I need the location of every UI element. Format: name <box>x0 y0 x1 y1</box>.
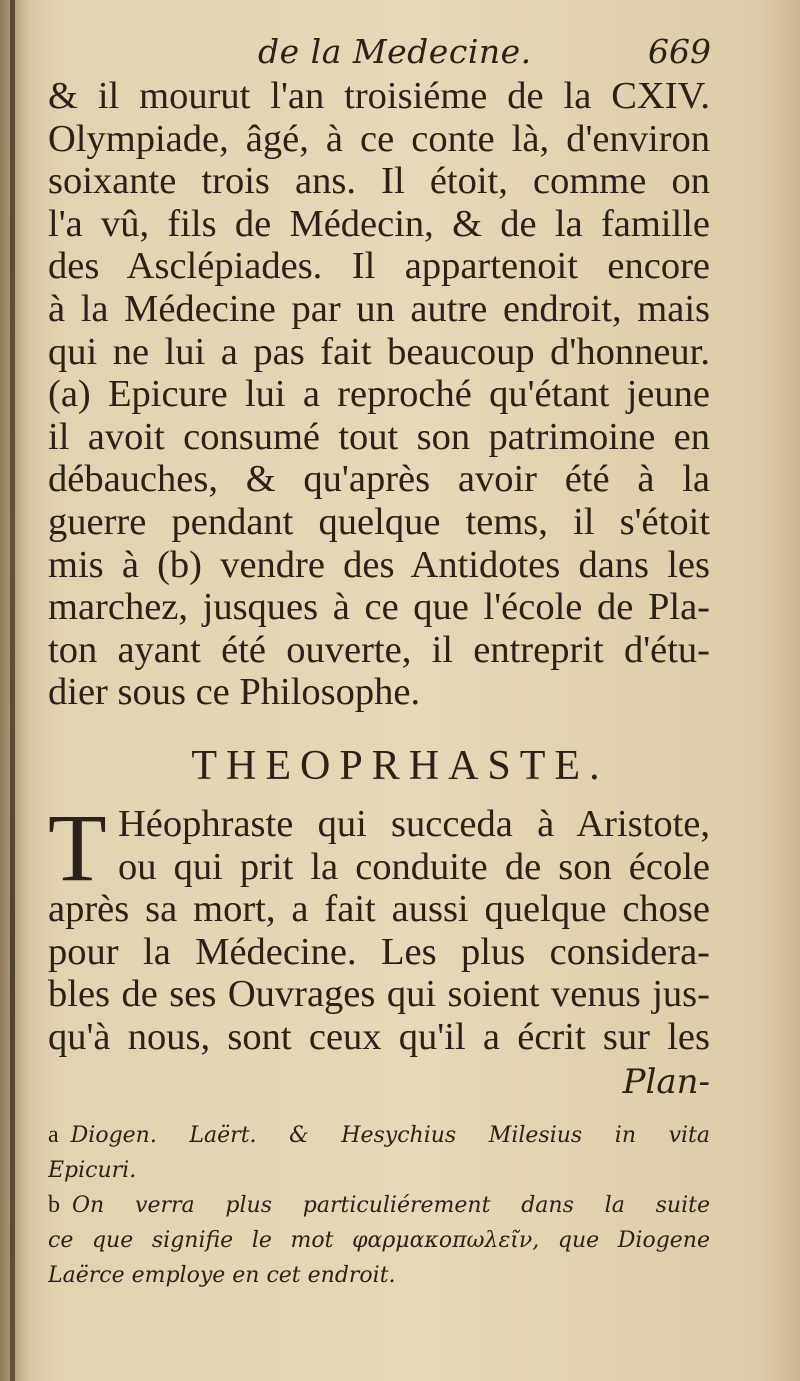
text-line: soixante trois ans. Il étoit, comme on <box>48 160 710 203</box>
footnote-b-continuation: ce que signifie le mot φαρμακοπωλεῖν, que Diogene <box>48 1228 710 1253</box>
text-line: il avoit consumé tout son patrimoine en <box>48 415 710 458</box>
footnote-text: On verra plus particuliérement dans la suite <box>72 1193 710 1218</box>
text-line: dier sous ce Philosophe. <box>48 671 421 714</box>
text-line: qu'à nous, sont ceux qu'il a écrit sur les <box>48 1015 710 1058</box>
catchword: Plan- <box>622 1061 710 1102</box>
text-line: marchez, jusques à ce que l'école de Pla- <box>48 586 710 629</box>
text-line: qui ne lui a pas fait beaucoup d'honneur. <box>48 330 710 373</box>
footnote-a <box>48 1118 710 1153</box>
text-line: mis à (b) vendre des Antidotes dans les <box>48 543 710 586</box>
text-line: après sa mort, a fait aussi quelque chose <box>48 888 710 931</box>
text-line: ou qui prit la conduite de son école <box>118 845 710 888</box>
text-line: pour la Médecine. Les plus considera- <box>48 930 710 973</box>
text-line: Olympiade, âgé, à ce conte là, d'environ <box>48 117 710 160</box>
text-line: (a) Epicure lui a reproché qu'étant jeune <box>48 373 710 416</box>
text-line: débauches, & qu'après avoir été à la <box>48 458 710 501</box>
footnote-b-continuation: Laërce employe en cet endroit. <box>48 1263 396 1288</box>
text-line: des Asclépiades. Il appartenoit encore <box>48 245 710 288</box>
text-line: & il mourut l'an troisiéme de la CXIV. <box>48 75 710 117</box>
footnote-marker: b <box>48 1192 60 1218</box>
footnote-b <box>48 1188 710 1223</box>
text-line: ton ayant été ouverte, il entreprit d'étu- <box>48 628 710 671</box>
running-head-title: de la Medecine. <box>258 32 532 71</box>
page-number: 669 <box>648 32 711 71</box>
footnote-a-continuation: Epicuri. <box>48 1158 137 1183</box>
footnotes <box>48 1118 710 1293</box>
text-line: Héophraste qui succeda à Aristote, <box>118 803 710 845</box>
footnote-text: Diogen. Laërt. & Hesychius Milesius in vita <box>70 1123 710 1148</box>
text-line: bles de ses Ouvrages qui soient venus jus- <box>48 973 710 1016</box>
gutter-shadow <box>0 0 30 1381</box>
footnote-marker: a <box>48 1122 59 1148</box>
text-line: guerre pendant quelque tems, il s'étoit <box>48 500 710 543</box>
text-line: à la Médecine par un autre endroit, mais <box>48 287 710 330</box>
text-line: l'a vû, fils de Médecin, & de la famille <box>48 202 710 245</box>
binding-edge <box>10 0 15 1381</box>
paragraph-1 <box>48 75 710 714</box>
section-body <box>48 794 710 1103</box>
section-title: THEOPRHASTE. <box>191 743 609 789</box>
drop-cap: T <box>48 794 107 901</box>
